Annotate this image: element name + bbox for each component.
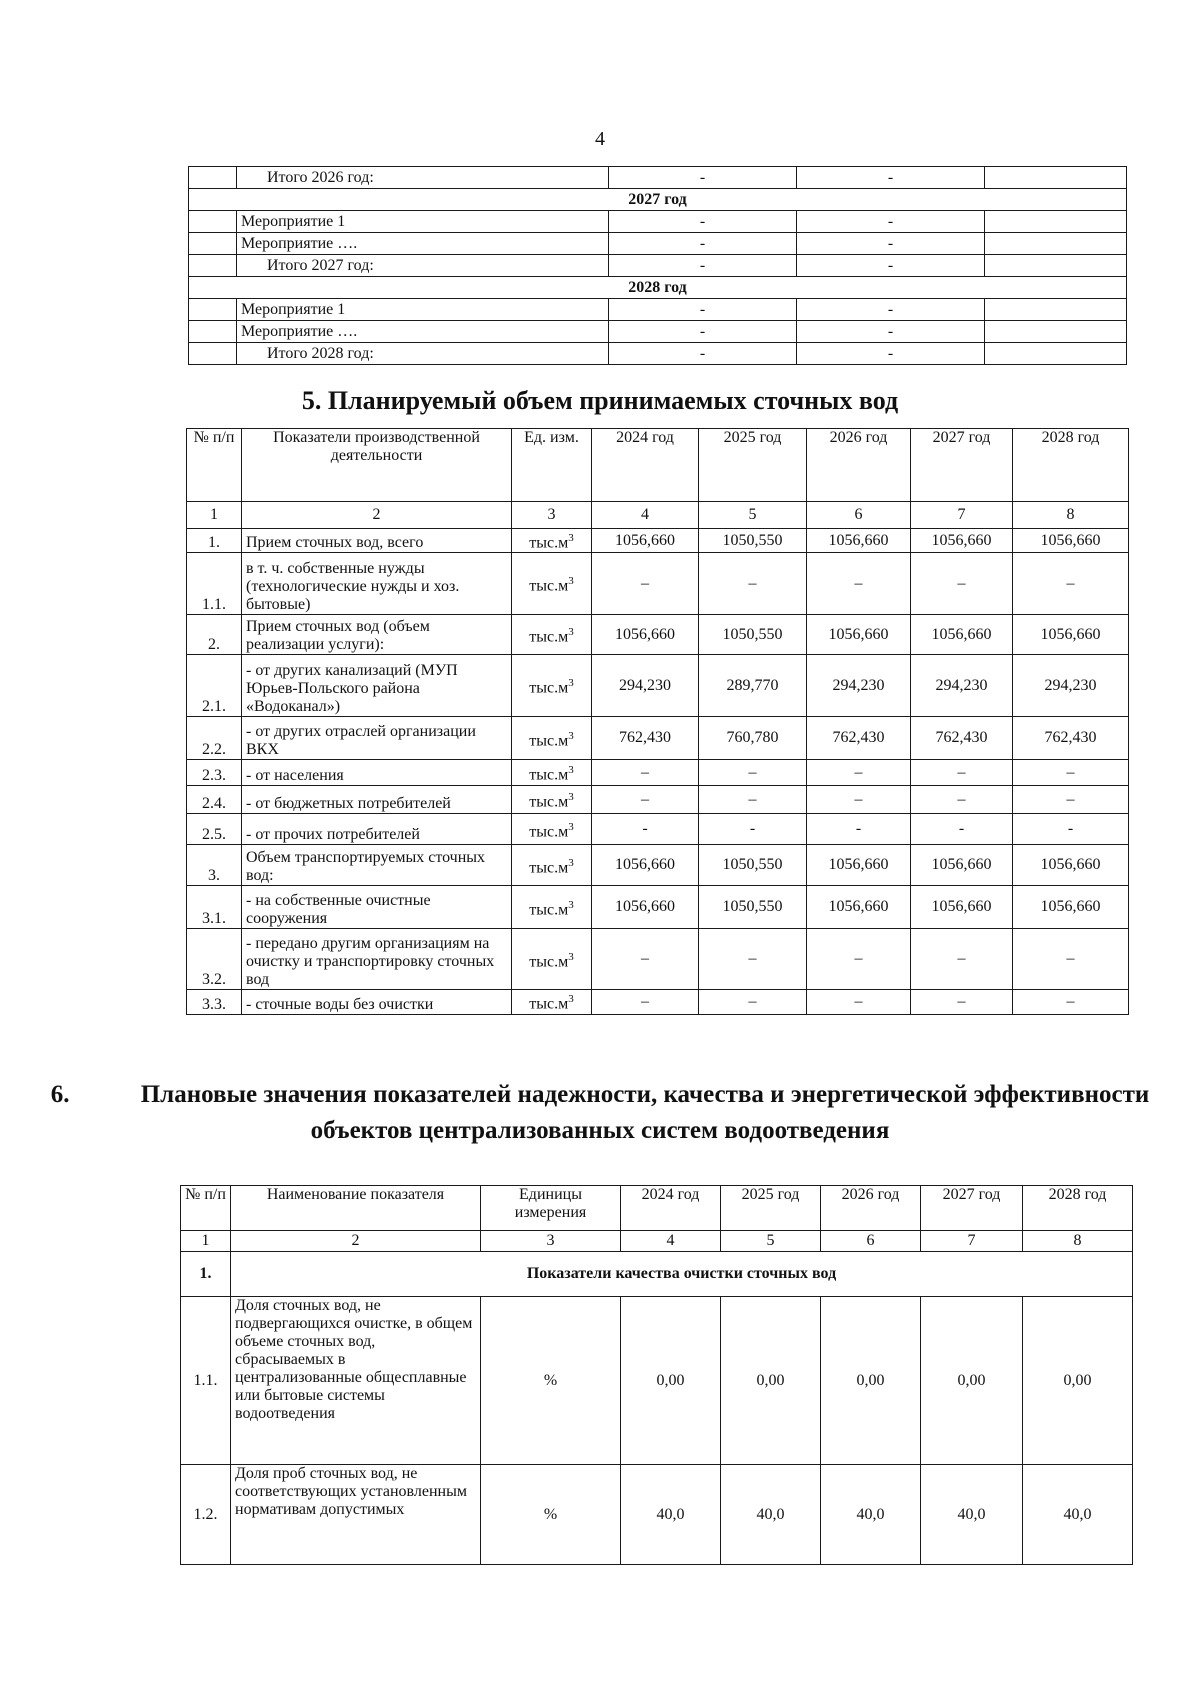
indicator-name: - на собственные очистные сооружения (242, 886, 512, 929)
table-row (187, 553, 1129, 615)
value-cell: - (699, 814, 807, 845)
empty-cell (189, 233, 237, 255)
header-year-2025: 2025 год (699, 429, 807, 502)
value-cell: 289,770 (699, 655, 807, 717)
column-number: 3 (481, 1231, 621, 1252)
year-row-label: 2027 год (189, 189, 1127, 211)
unit-text: тыс.м (529, 679, 569, 697)
unit-cell (512, 886, 592, 929)
column-number: 5 (721, 1231, 821, 1252)
empty-cell (985, 167, 1127, 189)
value-cell: 40,0 (621, 1465, 721, 1565)
indicator-name: - от других отраслей организации ВКХ (242, 717, 512, 760)
indicators-table (180, 1185, 1133, 1565)
column-number: 7 (911, 502, 1013, 529)
value-cell: - (797, 167, 985, 189)
value-cell: - (797, 233, 985, 255)
table-row (181, 1465, 1133, 1565)
unit-text: тыс.м (529, 731, 569, 749)
unit-cell (512, 929, 592, 990)
value-cell: – (807, 553, 911, 615)
unit-superscript: 3 (568, 532, 574, 544)
value-cell: - (911, 814, 1013, 845)
empty-cell (985, 233, 1127, 255)
header-unit: Ед. изм. (512, 429, 592, 502)
unit-cell (512, 615, 592, 655)
value-cell: 1056,660 (911, 529, 1013, 553)
value-cell: – (699, 760, 807, 786)
value-cell: 294,230 (807, 655, 911, 717)
value-cell: – (699, 929, 807, 990)
value-cell: 40,0 (821, 1465, 921, 1565)
table-row (187, 529, 1129, 553)
event-label: Мероприятие …. (237, 233, 609, 255)
table-row (187, 814, 1129, 845)
value-cell: – (592, 760, 699, 786)
value-cell: 1050,550 (699, 845, 807, 886)
value-cell: – (807, 760, 911, 786)
value-cell: - (807, 814, 911, 845)
empty-cell (985, 255, 1127, 277)
table-row (189, 343, 1127, 365)
table-row (189, 233, 1127, 255)
value-cell: 0,00 (821, 1297, 921, 1465)
value-cell: - (609, 211, 797, 233)
value-cell: – (1013, 553, 1129, 615)
header-year-2028: 2028 год (1013, 429, 1129, 502)
table-row (187, 990, 1129, 1014)
value-cell: 762,430 (592, 717, 699, 760)
header-year-2028: 2028 год (1023, 1186, 1133, 1231)
empty-cell (189, 343, 237, 365)
empty-cell (189, 255, 237, 277)
unit-superscript: 3 (568, 677, 574, 690)
value-cell: 1056,660 (911, 886, 1013, 929)
column-number: 5 (699, 502, 807, 529)
total-label: Итого 2028 год: (237, 343, 609, 365)
value-cell: – (1013, 929, 1129, 990)
table-row (187, 655, 1129, 717)
column-number: 3 (512, 502, 592, 529)
table-header-row (181, 1186, 1133, 1231)
section6-title-text: Плановые значения показателей надежности, качества и энергетической эффективности объектов централизованных систем водоотведения (140, 1081, 1150, 1144)
value-cell: – (1013, 990, 1129, 1014)
unit-superscript: 3 (568, 791, 574, 804)
value-cell: 0,00 (621, 1297, 721, 1465)
header-year-2026: 2026 год (807, 429, 911, 502)
value-cell: – (807, 786, 911, 814)
event-label: Мероприятие …. (237, 321, 609, 343)
indicator-name: - от прочих потребителей (242, 814, 512, 845)
row-number: 2.1. (187, 655, 242, 717)
value-cell: - (609, 321, 797, 343)
row-number: 3.3. (187, 990, 242, 1014)
header-indicator-name: Наименование показателя (231, 1186, 481, 1231)
page-number: 4 (595, 128, 605, 150)
empty-cell (189, 167, 237, 189)
value-cell: - (592, 814, 699, 845)
value-cell: 1056,660 (911, 845, 1013, 886)
unit-cell (512, 760, 592, 786)
unit-cell (512, 990, 592, 1014)
value-cell: 0,00 (721, 1297, 821, 1465)
value-cell: – (592, 786, 699, 814)
table-row (189, 211, 1127, 233)
value-cell: 40,0 (921, 1465, 1023, 1565)
table-row (187, 929, 1129, 990)
unit-text: тыс.м (529, 995, 569, 1013)
year-row-label: 2028 год (189, 277, 1127, 299)
header-indicator: Показатели производственной деятельности (242, 429, 512, 502)
table-row (189, 167, 1127, 189)
value-cell: 0,00 (921, 1297, 1023, 1465)
value-cell: 294,230 (911, 655, 1013, 717)
value-cell: - (609, 167, 797, 189)
value-cell: - (797, 343, 985, 365)
header-unit: Единицы измерения (481, 1186, 621, 1231)
indicator-name: - сточные воды без очистки (242, 990, 512, 1014)
row-number: 2.2. (187, 717, 242, 760)
value-cell: - (797, 211, 985, 233)
empty-cell (985, 343, 1127, 365)
row-number: 3.2. (187, 929, 242, 990)
value-cell: 1056,660 (592, 615, 699, 655)
unit-superscript: 3 (568, 626, 574, 639)
header-year-2024: 2024 год (621, 1186, 721, 1231)
unit-text: тыс.м (529, 766, 569, 784)
group-num: 1. (181, 1252, 231, 1297)
table-row (189, 255, 1127, 277)
empty-cell (189, 321, 237, 343)
value-cell: - (609, 299, 797, 321)
column-number: 8 (1013, 502, 1129, 529)
value-cell: 40,0 (721, 1465, 821, 1565)
value-cell: 1056,660 (592, 529, 699, 553)
section5-title: 5. Планируемый объем принимаемых сточных вод (301, 386, 899, 415)
row-number: 3. (187, 845, 242, 886)
value-cell: 1056,660 (911, 615, 1013, 655)
header-year-2027: 2027 год (911, 429, 1013, 502)
row-number: 1. (187, 529, 242, 553)
row-number: 2.4. (187, 786, 242, 814)
unit-text: тыс.м (529, 822, 569, 840)
column-number: 4 (592, 502, 699, 529)
indicator-name: Прием сточных вод (объем реализации услуги): (242, 615, 512, 655)
value-cell: - (797, 321, 985, 343)
column-number: 1 (187, 502, 242, 529)
value-cell: - (1013, 814, 1129, 845)
value-cell: 294,230 (592, 655, 699, 717)
unit-superscript: 3 (568, 820, 574, 833)
header-year-2025: 2025 год (721, 1186, 821, 1231)
value-cell: – (592, 553, 699, 615)
value-cell: 1056,660 (807, 845, 911, 886)
value-cell: 1056,660 (1013, 886, 1129, 929)
column-numbers-row (187, 502, 1129, 529)
unit-text: тыс.м (529, 534, 569, 552)
unit-superscript: 3 (568, 729, 574, 742)
column-number: 6 (821, 1231, 921, 1252)
row-number: 3.1. (187, 886, 242, 929)
indicator-name: Объем транспортируемых сточных вод: (242, 845, 512, 886)
column-number: 4 (621, 1231, 721, 1252)
value-cell: 1056,660 (592, 886, 699, 929)
column-numbers-row (181, 1231, 1133, 1252)
column-number: 7 (921, 1231, 1023, 1252)
unit-superscript: 3 (568, 856, 574, 869)
value-cell: – (807, 990, 911, 1014)
value-cell: – (911, 760, 1013, 786)
value-cell: 1056,660 (807, 529, 911, 553)
header-num: № п/п (181, 1186, 231, 1231)
table-row (187, 717, 1129, 760)
table-row (187, 886, 1129, 929)
indicator-name: - от населения (242, 760, 512, 786)
value-cell: 40,0 (1023, 1465, 1133, 1565)
unit-cell (512, 717, 592, 760)
column-number: 1 (181, 1231, 231, 1252)
table-row (187, 845, 1129, 886)
indicator-name: - от других канализаций (МУП Юрьев-Польского района «Водоканал») (242, 655, 512, 717)
column-number: 8 (1023, 1231, 1133, 1252)
value-cell: – (592, 929, 699, 990)
value-cell: 1056,660 (1013, 845, 1129, 886)
unit-superscript: 3 (568, 575, 574, 588)
value-cell: 760,780 (699, 717, 807, 760)
unit-text: тыс.м (529, 793, 569, 811)
row-number: 2. (187, 615, 242, 655)
value-cell: 762,430 (807, 717, 911, 760)
indicator-name: - передано другим организациям на очистку и транспортировку сточных вод (242, 929, 512, 990)
empty-cell (985, 321, 1127, 343)
indicator-name: Прием сточных вод, всего (242, 529, 512, 553)
value-cell: – (592, 990, 699, 1014)
total-label: Итого 2026 год: (237, 167, 609, 189)
table-row (181, 1297, 1133, 1465)
value-cell: 762,430 (1013, 717, 1129, 760)
unit-text: тыс.м (529, 628, 569, 646)
unit-cell (512, 845, 592, 886)
table-row (189, 277, 1127, 299)
table-row (187, 760, 1129, 786)
value-cell: - (797, 299, 985, 321)
event-label: Мероприятие 1 (237, 211, 609, 233)
value-cell: – (699, 553, 807, 615)
unit-text: тыс.м (529, 577, 569, 595)
row-number: 2.5. (187, 814, 242, 845)
empty-cell (985, 299, 1127, 321)
indicator-name: - от бюджетных потребителей (242, 786, 512, 814)
indicator-name: в т. ч. собственные нужды (технологические нужды и хоз. бытовые) (242, 553, 512, 615)
unit-text: тыс.м (529, 900, 569, 918)
value-cell: – (699, 786, 807, 814)
empty-cell (985, 211, 1127, 233)
value-cell: - (797, 255, 985, 277)
value-cell: – (911, 553, 1013, 615)
table-row (189, 189, 1127, 211)
unit-superscript: 3 (568, 950, 574, 963)
value-cell: 1056,660 (1013, 615, 1129, 655)
value-cell: 1050,550 (699, 886, 807, 929)
value-cell: – (911, 786, 1013, 814)
unit-cell (512, 655, 592, 717)
table-row (189, 299, 1127, 321)
unit-cell (512, 814, 592, 845)
header-year-2024: 2024 год (592, 429, 699, 502)
value-cell: - (609, 255, 797, 277)
unit-cell (512, 786, 592, 814)
value-cell: – (1013, 760, 1129, 786)
column-number: 6 (807, 502, 911, 529)
table-row (189, 321, 1127, 343)
empty-cell (189, 299, 237, 321)
value-cell: 294,230 (1013, 655, 1129, 717)
table-row (187, 615, 1129, 655)
unit-superscript: 3 (568, 764, 574, 777)
wastewater-volume-table (186, 428, 1129, 1015)
group-title: Показатели качества очистки сточных вод (231, 1252, 1133, 1297)
value-cell: – (911, 990, 1013, 1014)
table-row (187, 786, 1129, 814)
unit-text: тыс.м (529, 858, 569, 876)
event-label: Мероприятие 1 (237, 299, 609, 321)
indicator-name: Доля сточных вод, не подвергающихся очистке, в общем объеме сточных вод, сбрасываемых в централизованные общесплавные или бытовые системы водоотведения (231, 1297, 481, 1465)
value-cell: 0,00 (1023, 1297, 1133, 1465)
value-cell: – (699, 990, 807, 1014)
header-year-2026: 2026 год (821, 1186, 921, 1231)
value-cell: 762,430 (911, 717, 1013, 760)
column-number: 2 (231, 1231, 481, 1252)
row-number: 1.1. (181, 1297, 231, 1465)
value-cell: – (1013, 786, 1129, 814)
unit-cell: % (481, 1297, 621, 1465)
total-label: Итого 2027 год: (237, 255, 609, 277)
header-num: № п/п (187, 429, 242, 502)
unit-cell (512, 529, 592, 553)
table-header-row (187, 429, 1129, 502)
section6-title (0, 1077, 1200, 1149)
unit-superscript: 3 (568, 993, 574, 1006)
value-cell: 1050,550 (699, 615, 807, 655)
unit-cell (512, 553, 592, 615)
unit-superscript: 3 (568, 898, 574, 911)
value-cell: 1056,660 (592, 845, 699, 886)
column-number: 2 (242, 502, 512, 529)
empty-cell (189, 211, 237, 233)
events-table-continued (188, 166, 1127, 365)
value-cell: - (609, 343, 797, 365)
row-number: 2.3. (187, 760, 242, 786)
value-cell: - (609, 233, 797, 255)
indicator-name: Доля проб сточных вод, не соответствующих установленным нормативам допустимых (231, 1465, 481, 1565)
value-cell: 1050,550 (699, 529, 807, 553)
value-cell: 1056,660 (807, 615, 911, 655)
row-number: 1.2. (181, 1465, 231, 1565)
group-row (181, 1252, 1133, 1297)
unit-cell: % (481, 1465, 621, 1565)
value-cell: 1056,660 (807, 886, 911, 929)
value-cell: – (911, 929, 1013, 990)
value-cell: 1056,660 (1013, 529, 1129, 553)
section6-number: 6. (50, 1081, 70, 1108)
header-year-2027: 2027 год (921, 1186, 1023, 1231)
value-cell: – (807, 929, 911, 990)
unit-text: тыс.м (529, 952, 569, 970)
row-number: 1.1. (187, 553, 242, 615)
